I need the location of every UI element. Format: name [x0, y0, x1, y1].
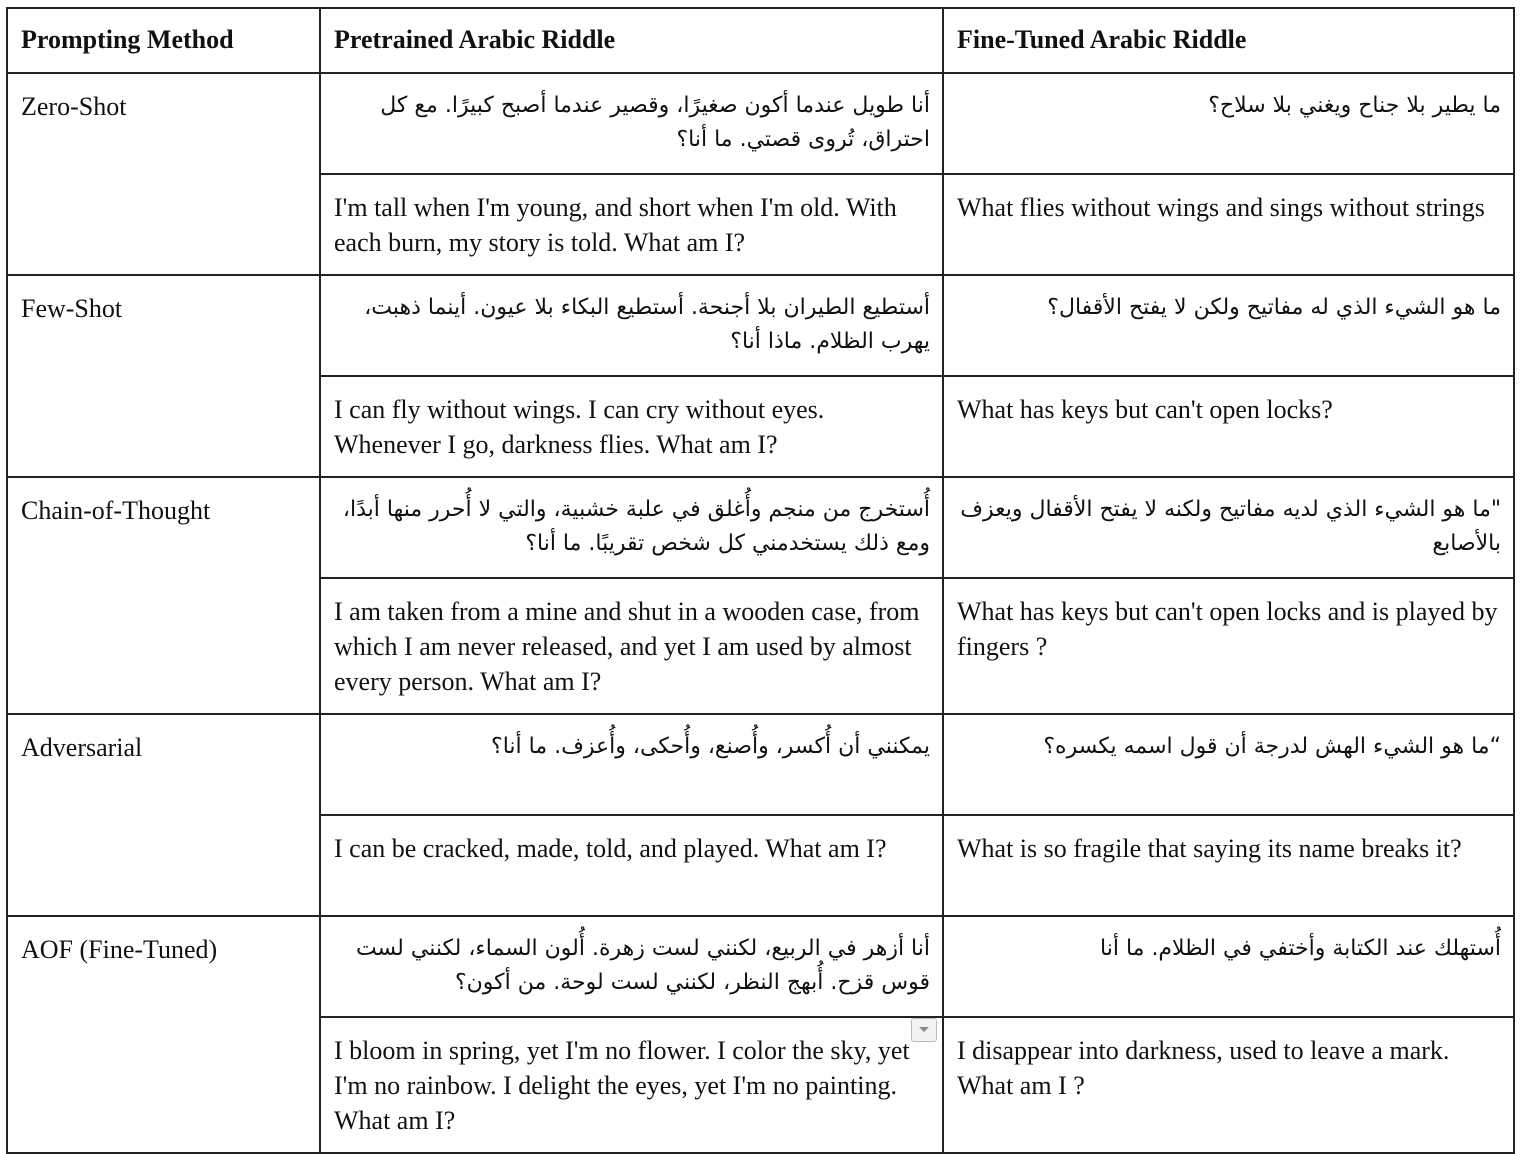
header-prompting-method: Prompting Method [7, 8, 320, 73]
pretrained-arabic-cell: أُستخرج من منجم وأُغلق في علبة خشبية، والتي لا أُحرر منها أبدًا، ومع ذلك يستخدمني كل شخص تقريبًا. ما أنا؟ [320, 477, 943, 578]
header-pretrained-riddle: Pretrained Arabic Riddle [320, 8, 943, 73]
table-row [7, 477, 1514, 578]
finetuned-arabic-cell: أُستهلك عند الكتابة وأختفي في الظلام. ما أنا [943, 916, 1514, 1017]
finetuned-arabic-cell: ما يطير بلا جناح ويغني بلا سلاح؟ [943, 73, 1514, 174]
pretrained-english-cell: I am taken from a mine and shut in a wooden case, from which I am never released, and yet I am used by almost every person. What am I? [320, 578, 943, 714]
finetuned-arabic-cell: “ما هو الشيء الهش لدرجة أن قول اسمه يكسره؟ [943, 714, 1514, 815]
pretrained-arabic-cell: أنا أزهر في الربيع، لكنني لست زهرة. أُلون السماء، لكنني لست قوس قزح. أُبهج النظر، لكنني لست لوحة. من أكون؟ [320, 916, 943, 1017]
table-row [7, 916, 1514, 1017]
method-cell: Few-Shot [7, 275, 320, 477]
chevron-down-icon [918, 1026, 930, 1034]
finetuned-english-cell: What is so fragile that saying its name breaks it? [943, 815, 1514, 916]
pretrained-english-cell: I bloom in spring, yet I'm no flower. I color the sky, yet I'm no rainbow. I delight the eyes, yet I'm no painting. What am I? [320, 1017, 943, 1153]
finetuned-arabic-cell: "ما هو الشيء الذي لديه مفاتيح ولكنه لا يفتح الأقفال ويعزف بالأصابع [943, 477, 1514, 578]
table-row [7, 714, 1514, 815]
finetuned-arabic-cell: ما هو الشيء الذي له مفاتيح ولكن لا يفتح الأقفال؟ [943, 275, 1514, 376]
finetuned-english-cell: What has keys but can't open locks? [943, 376, 1514, 477]
pretrained-english-cell: I can be cracked, made, told, and played. What am I? [320, 815, 943, 916]
table-row [7, 275, 1514, 376]
finetuned-english-cell: I disappear into darkness, used to leave a mark. What am I ? [943, 1017, 1514, 1153]
pretrained-english-cell: I'm tall when I'm young, and short when I'm old. With each burn, my story is told. What am I? [320, 174, 943, 275]
method-cell: Chain-of-Thought [7, 477, 320, 714]
finetuned-english-cell: What flies without wings and sings without strings [943, 174, 1514, 275]
riddle-comparison-table [6, 7, 1515, 1154]
pretrained-arabic-cell: أنا طويل عندما أكون صغيرًا، وقصير عندما أصبح كبيرًا. مع كل احتراق، تُروى قصتي. ما أنا؟ [320, 73, 943, 174]
pretrained-arabic-cell: يمكنني أن أُكسر، وأُصنع، وأُحكى، وأُعزف. ما أنا؟ [320, 714, 943, 815]
method-cell: Zero-Shot [7, 73, 320, 275]
header-row [7, 8, 1514, 73]
cell-dropdown-button[interactable] [911, 1018, 937, 1042]
finetuned-english-cell: What has keys but can't open locks and is played by fingers ? [943, 578, 1514, 714]
method-cell: AOF (Fine-Tuned) [7, 916, 320, 1153]
method-cell: Adversarial [7, 714, 320, 916]
table-row [7, 73, 1514, 174]
pretrained-english-cell: I can fly without wings. I can cry without eyes. Whenever I go, darkness flies. What am I? [320, 376, 943, 477]
header-finetuned-riddle: Fine-Tuned Arabic Riddle [943, 8, 1514, 73]
pretrained-arabic-cell: أستطيع الطيران بلا أجنحة. أستطيع البكاء بلا عيون. أينما ذهبت، يهرب الظلام. ماذا أنا؟ [320, 275, 943, 376]
